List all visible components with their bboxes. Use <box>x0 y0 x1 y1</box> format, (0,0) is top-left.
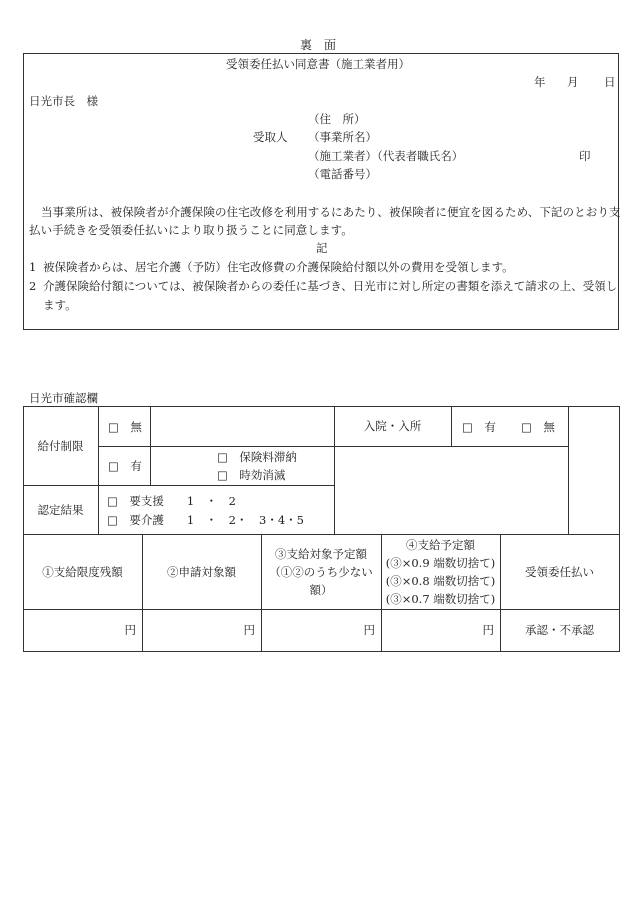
nintei-label: 認定結果 <box>37 502 84 517</box>
item-number: 2 <box>29 279 37 293</box>
col-delegated-payment: 受領委任払い <box>525 564 594 579</box>
col4-line3: (③×0.8 端数切捨て) <box>385 573 496 588</box>
recipient-label: 受取人 <box>253 130 288 144</box>
date-day: 日 <box>604 75 616 89</box>
yen-unit-2: 円 <box>243 623 255 637</box>
date-year: 年 <box>534 75 546 89</box>
col-planned-payment <box>381 534 500 609</box>
hospital-has-checkbox[interactable]: □ 有 <box>462 420 496 434</box>
field-address: （住 所） <box>308 112 366 126</box>
hospital-none-checkbox[interactable]: □ 無 <box>521 420 555 434</box>
item-text: 介護保険給付額については、被保険者からの委任に基づき、日光市に対し所定の書類を添えて請求の上、受領します。 <box>43 279 618 312</box>
approval-status: 承認・不承認 <box>525 623 594 637</box>
item-text: 被保険者からは、居宅介護（予防）住宅改修費の介護保険給付額以外の費用を受領します。 <box>43 260 514 274</box>
addressee: 日光市長 様 <box>29 94 98 108</box>
field-office: （事業所名） <box>308 130 377 144</box>
consent-title: 受領委任払い同意書（施工業者用） <box>226 57 410 71</box>
consent-item-2 <box>29 277 619 315</box>
col3-line1: ③支給対象予定額 <box>275 546 367 561</box>
col4-line4: (③×0.7 端数切捨て) <box>385 591 496 606</box>
yen-unit-3: 円 <box>363 623 375 637</box>
col3-line3: 額） <box>309 582 333 597</box>
consent-item-1 <box>29 258 619 277</box>
seal-mark: 印 <box>579 149 591 163</box>
date-month: 月 <box>567 75 579 89</box>
ki-mark: 記 <box>316 241 328 255</box>
item-number: 1 <box>29 260 37 274</box>
col-planned-target <box>261 534 381 609</box>
col-application-amount: ②申請対象額 <box>167 564 236 579</box>
kyufu-has-checkbox[interactable]: □ 有 <box>108 459 142 473</box>
yen-unit-1: 円 <box>124 623 136 637</box>
col4-line1: ④支給予定額 <box>406 537 475 552</box>
kyufu-none-checkbox[interactable]: □ 無 <box>108 420 142 434</box>
hospital-label: 入院・入所 <box>363 419 422 433</box>
confirm-heading: 日光市確認欄 <box>29 391 98 405</box>
reason-expiry-checkbox[interactable]: □ 時効消滅 <box>217 468 286 482</box>
shien-checkbox[interactable]: □ 要支援 1 ・ 2 <box>107 494 236 508</box>
col3-line2: （①②のうち少ない <box>269 564 373 579</box>
col-limit-remaining: ①支給限度残額 <box>42 564 123 579</box>
kyufu-label: 給付制限 <box>37 438 84 453</box>
yen-unit-4: 円 <box>482 623 494 637</box>
consent-body: 当事業所は、被保険者が介護保険の住宅改修を利用するにあたり、被保険者に便宜を図るため、下記のとおり支払い手続きを受領委任払いにより取り扱うことに同意します。 <box>29 205 621 237</box>
field-phone: （電話番号） <box>308 167 377 181</box>
side-label: 裏 面 <box>300 38 337 52</box>
kaigo-checkbox[interactable]: □ 要介護 1 ・ 2・ 3・4・5 <box>107 513 304 527</box>
reason-premium-checkbox[interactable]: □ 保険料滞納 <box>217 450 297 464</box>
field-contractor: （施工業者）（代表者職氏名） <box>308 149 464 163</box>
col4-line2: (③×0.9 端数切捨て) <box>385 555 496 570</box>
